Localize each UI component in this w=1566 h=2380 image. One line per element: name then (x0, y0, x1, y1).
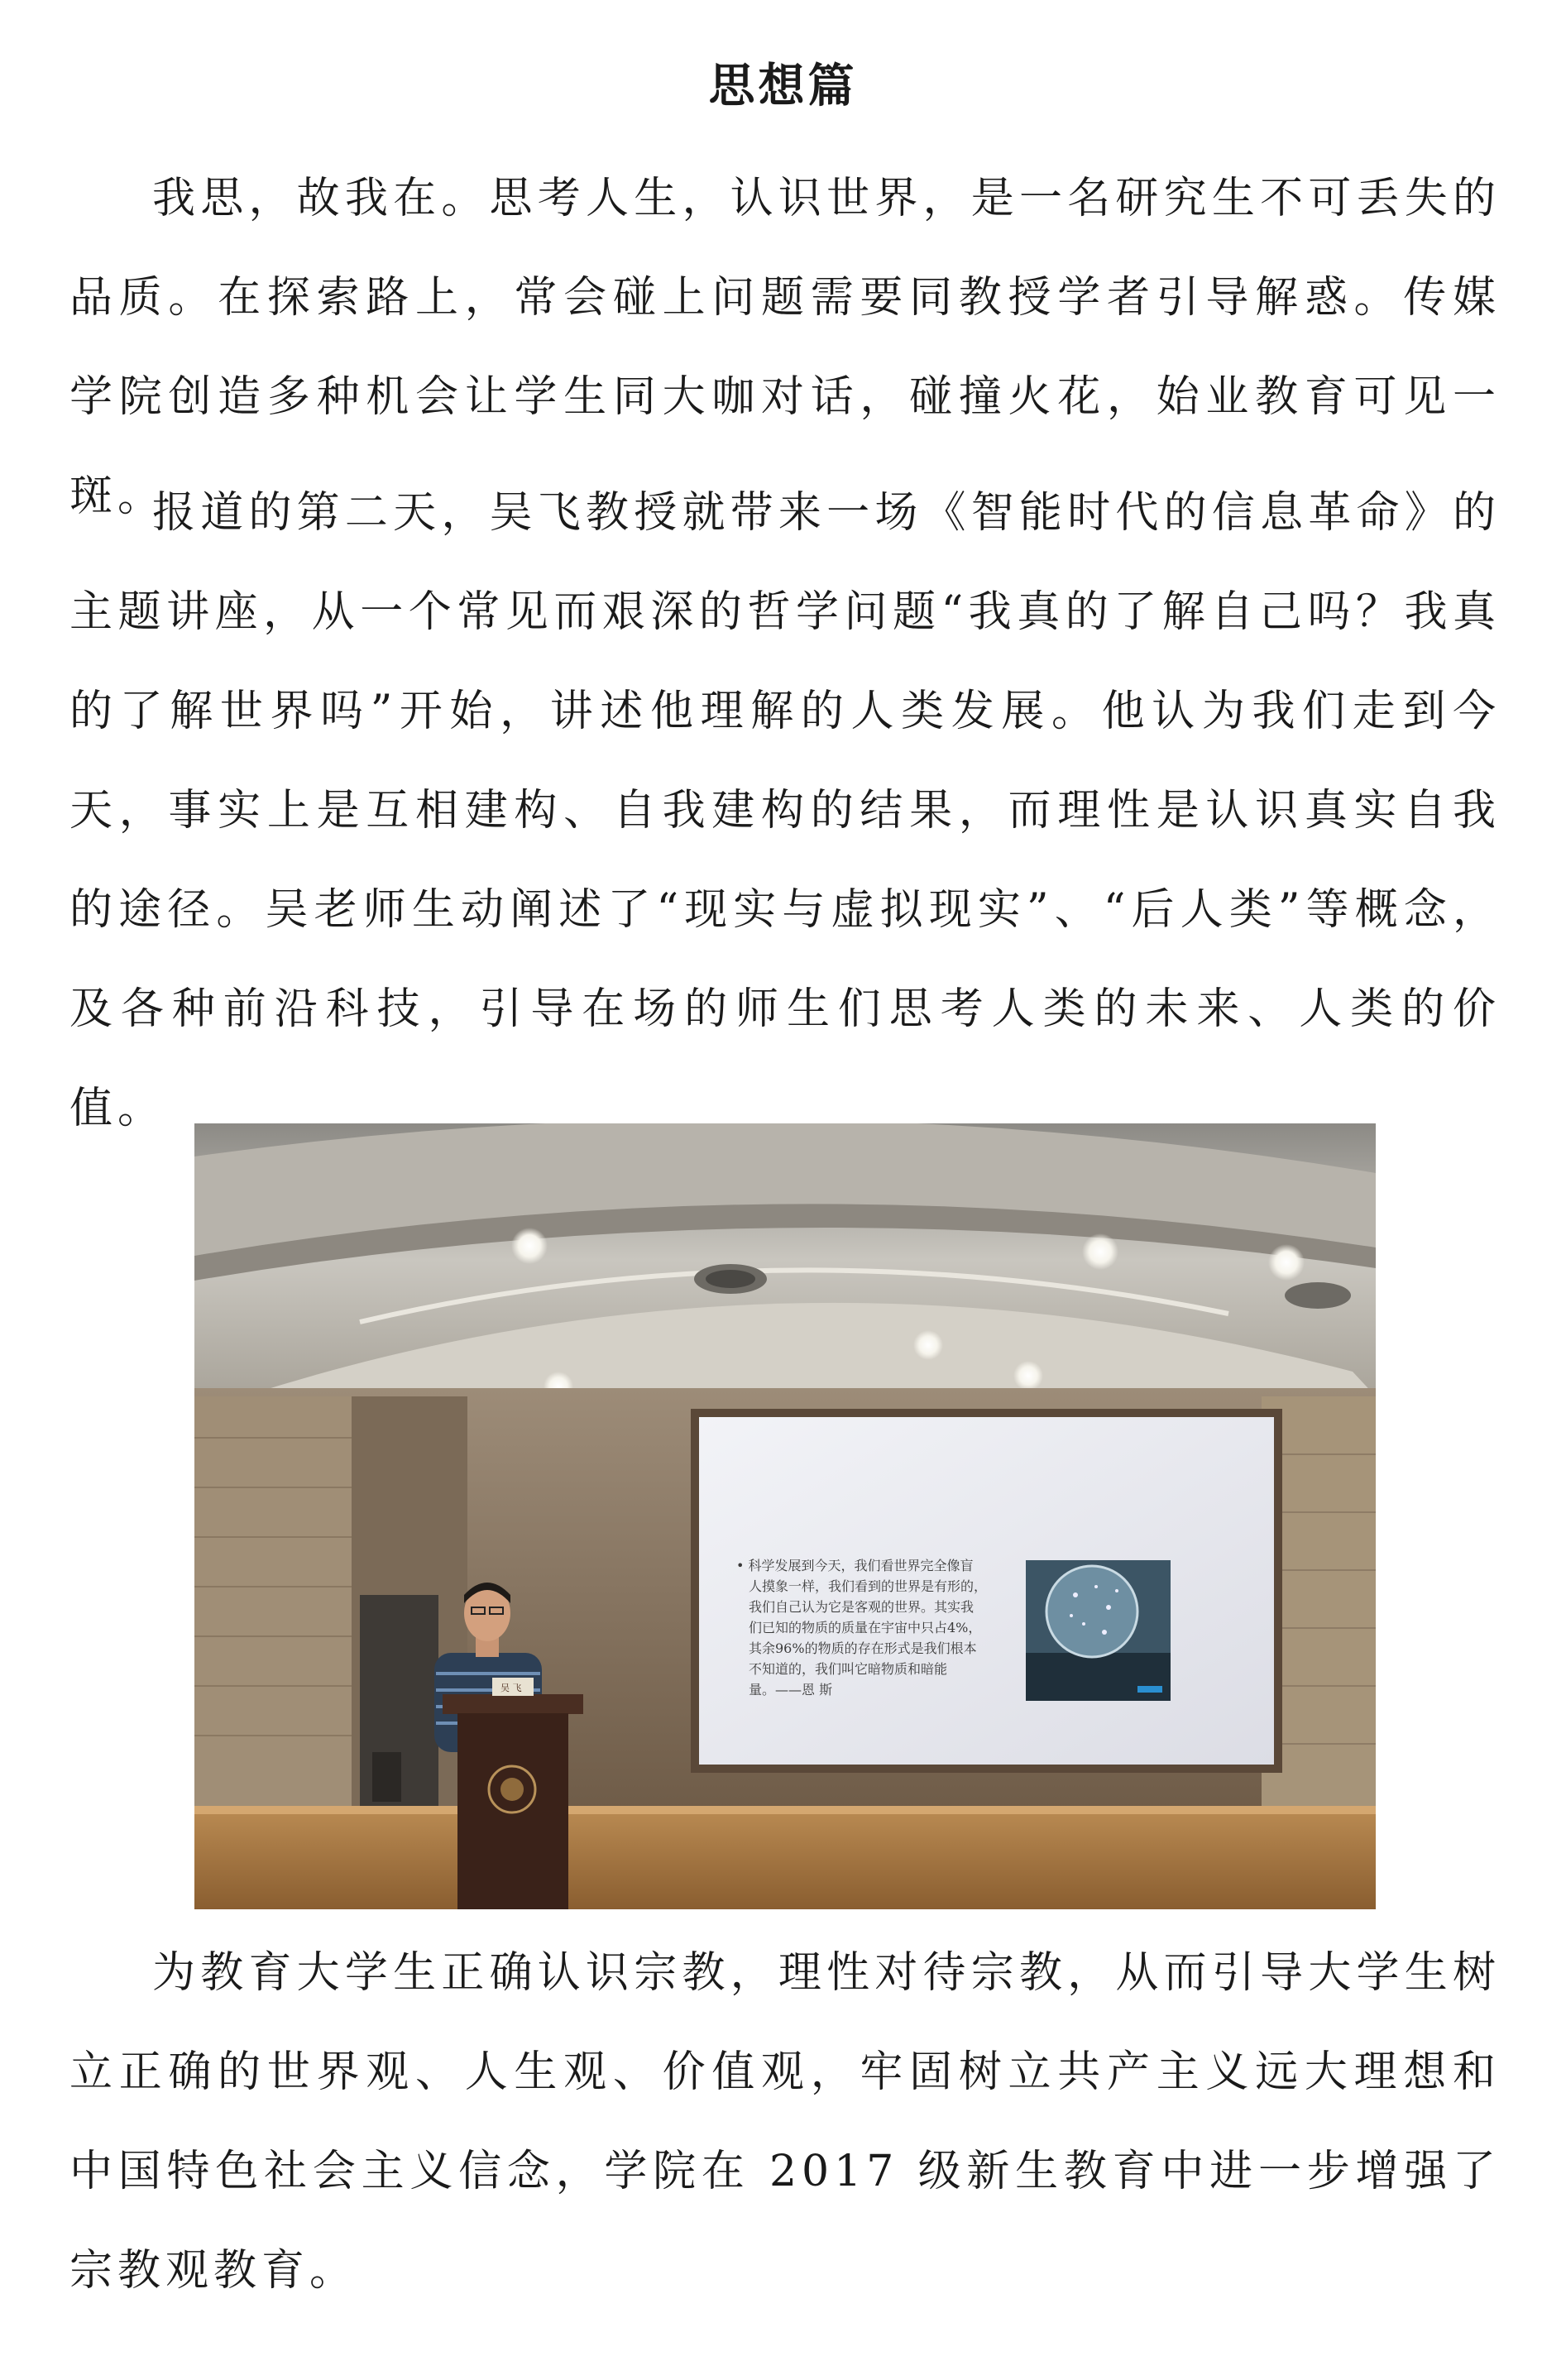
slide-line: 其余96%的物质的存在形式是我们根本 (749, 1640, 977, 1656)
ceiling-light (913, 1330, 943, 1360)
slide-line: 不知道的，我们叫它暗物质和暗能 (749, 1661, 948, 1677)
ceiling-light (1268, 1244, 1305, 1281)
ceiling-light (1013, 1361, 1043, 1391)
slide-line: 们已知的物质的质量在宇宙中只占4%， (749, 1620, 982, 1635)
slide-line: 我们自己认为它是客观的世界。其实我 (749, 1599, 975, 1615)
ceiling-vent (1285, 1282, 1351, 1309)
ceiling-light (511, 1228, 548, 1264)
podium-name-sign: 吴 飞 (500, 1683, 522, 1693)
podium (443, 1678, 583, 1909)
slide-line: • 科学发展到今天，我们看世界完全像盲 (736, 1558, 974, 1573)
lecture-photo (194, 1123, 1376, 1909)
slide-line: 量。——恩 斯 (749, 1682, 833, 1698)
page-title: 思想篇 (708, 59, 858, 113)
paragraph-lecture: 报道的第二天，吴飞教授就带来一场《智能时代的信息革命》的主题讲座，从一个常见而艰深的哲学问题“我真的了解自己吗？我真的了解世界吗”开始，讲述他理解的人类发展。他认为我们走到今天，事实上是互相建构、自我建构的结果，而理性是认识真实自我的途径。吴老师生动阐述了“现实与虚拟现实”、“后人类”等概念，及各种前沿科技，引导在场的师生们思考人类的未来、人类的价值。 (69, 488, 1501, 1133)
slide-image (1026, 1560, 1171, 1701)
paragraph-intro: 我思，故我在。思考人生，认识世界，是一名研究生不可丢失的品质。在探索路上，常会碰上问题需要同教授学者引导解惑。传媒学院创造多种机会让学生同大咖对话，碰撞火花，始业教育可见一斑。 (69, 174, 1501, 521)
slide-line: 人摸象一样，我们看到的世界是有形的， (749, 1578, 988, 1594)
paragraph-religion: 为教育大学生正确认识宗教，理性对待宗教，从而引导大学生树立正确的世界观、人生观、价值观，牢固树立共产主义远大理想和中国特色社会主义信念，学院在 2017 级新生教育中进一步增强了宗教观教育。 (69, 1948, 1501, 2296)
ceiling-light (1082, 1233, 1118, 1270)
ceiling-vent (706, 1270, 755, 1288)
